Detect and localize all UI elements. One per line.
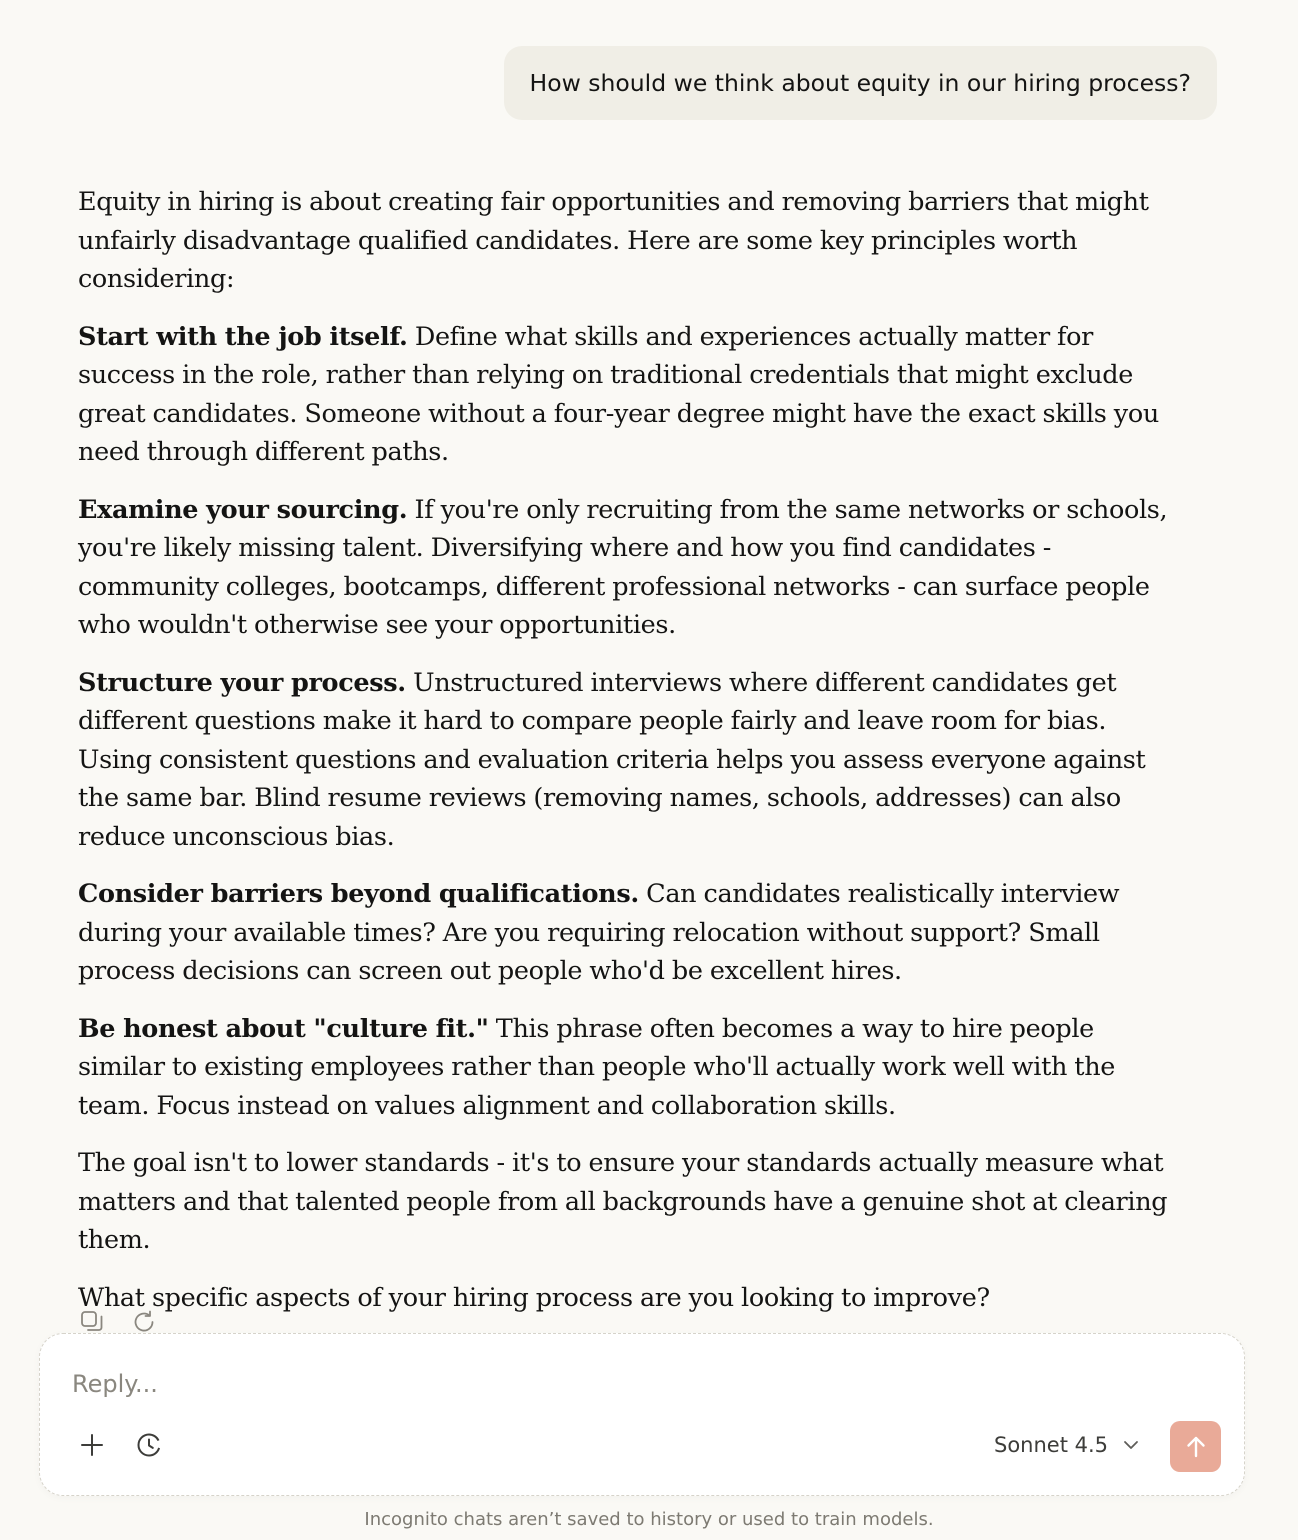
chevron-down-icon — [1122, 1436, 1140, 1454]
user-message-bubble — [504, 46, 1217, 120]
incognito-notice: Incognito chats aren’t saved to history or used to train models. — [364, 1509, 934, 1530]
assistant-response — [78, 183, 1173, 1336]
section-heading: Examine your sourcing. — [78, 494, 408, 525]
reply-input[interactable] — [72, 1364, 1172, 1404]
section-heading: Start with the job itself. — [78, 321, 408, 352]
add-attachment-button[interactable] — [77, 1430, 107, 1460]
response-conclusion: The goal isn't to lower standards - it's to ensure your standards actually measure what matters and that talented people from all backgrounds have a genuine shot at clearing them. — [78, 1148, 1168, 1255]
reply-composer — [39, 1333, 1245, 1496]
response-section — [78, 1010, 1173, 1126]
retry-icon — [130, 1308, 158, 1336]
arrow-up-icon — [1183, 1434, 1209, 1460]
plus-icon — [80, 1433, 104, 1457]
response-section — [78, 318, 1173, 472]
response-section — [78, 491, 1173, 645]
section-heading: Be honest about "culture fit." — [78, 1013, 489, 1044]
retry-button[interactable] — [130, 1308, 158, 1336]
user-message-text: How should we think about equity in our hiring process? — [529, 69, 1191, 97]
response-question: What specific aspects of your hiring process are you looking to improve? — [78, 1282, 990, 1313]
section-body: Can candidates realistically interview during your available times? Are you requiring relocation without support? Small process decisions can screen out people who'd be excellent hires. — [78, 879, 1120, 986]
section-body: This phrase often becomes a way to hire people similar to existing employees rather than people who'll actually work well with the team. Focus instead on values alignment and collaboration skills. — [78, 1013, 1116, 1121]
response-section — [78, 875, 1173, 991]
model-name: Sonnet 4.5 — [994, 1433, 1109, 1457]
section-body: If you're only recruiting from the same networks or schools, you're likely missing talent. Diversifying where and how you find candidates - community colleges, bootcamps, different professional networks - can surface people who wouldn't otherwise see your opportunities. — [78, 494, 1168, 640]
clock-icon — [135, 1431, 163, 1459]
section-body: Define what skills and experiences actually matter for success in the role, rather than relying on traditional credentials that might exclude great candidates. Someone without a four-year degree might have the exact skills you need through different paths. — [78, 321, 1159, 467]
copy-icon — [79, 1309, 105, 1335]
message-actions — [78, 1308, 158, 1336]
send-button[interactable] — [1170, 1421, 1221, 1472]
section-body: Unstructured interviews where different candidates get different questions make it hard to compare people fairly and leave room for bias. Using consistent questions and evaluation criteria helps you assess everyone against the same bar. Blind resume reviews (removing names, schools, addresses) can also reduce unconscious bias. — [78, 667, 1146, 852]
copy-button[interactable] — [78, 1308, 106, 1336]
section-heading: Structure your process. — [78, 667, 406, 698]
model-selector[interactable] — [994, 1428, 1140, 1462]
response-intro: Equity in hiring is about creating fair opportunities and removing barriers that might unfairly disadvantage qualified candidates. Here are some key principles worth considering: — [78, 187, 1149, 294]
history-button[interactable] — [134, 1430, 164, 1460]
response-section — [78, 664, 1173, 857]
section-heading: Consider barriers beyond qualifications. — [78, 879, 639, 909]
